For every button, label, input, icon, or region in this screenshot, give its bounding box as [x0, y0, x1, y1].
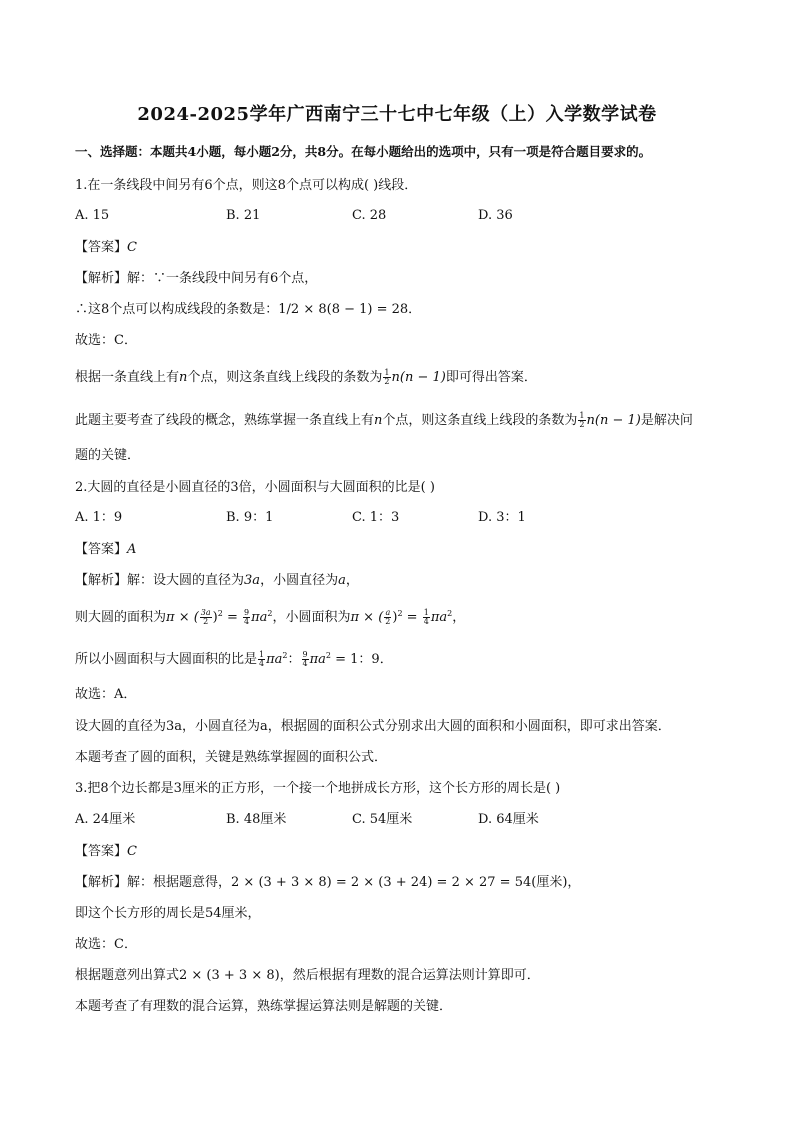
fraction-numerator: 1: [579, 411, 585, 420]
q2-option-a: A. 1：9: [75, 510, 123, 525]
fraction-denominator: 4: [244, 617, 250, 626]
answer-label: 【答案】: [75, 844, 128, 859]
math-expr: n(n − 1): [586, 413, 641, 428]
analysis-text: 解：根据题意得，2 × (3 + 3 × 8) = 2 × (3 + 24) = 2 × 27 = 54(厘米)，: [127, 875, 581, 890]
math-a: a: [338, 573, 346, 588]
exponent: 2: [282, 651, 288, 660]
fraction-denominator: 4: [302, 659, 308, 668]
text: ，小圆面积为: [272, 610, 351, 625]
math: =: [402, 610, 422, 625]
exponent: 2: [447, 609, 453, 618]
exponent: 2: [267, 609, 273, 618]
q1-option-b: B. 21: [226, 208, 261, 223]
fraction-numerator: a: [385, 608, 391, 617]
q1-option-a: A. 15: [75, 208, 110, 223]
q3-option-d: D. 64厘米: [478, 812, 539, 827]
q1-analysis-line-5: [75, 412, 693, 429]
q3-analysis-line-1: [75, 876, 580, 889]
q3-analysis-line-4: 根据题意列出算式2 × (3 + 3 × 8)，然后根据有理数的混合运算法则计算即可．: [75, 968, 540, 983]
answer-value: C: [127, 844, 137, 859]
fraction: [302, 651, 309, 668]
q1-analysis-line-6: 题的关键．: [75, 448, 141, 463]
math: =: [222, 610, 242, 625]
fraction-numerator: 1: [259, 650, 265, 659]
fraction-denominator: 2: [579, 420, 585, 429]
fraction: [243, 609, 250, 626]
q2-analysis-line-3: [75, 651, 393, 668]
fraction: [258, 651, 265, 668]
fraction: [384, 609, 391, 626]
fraction-numerator: 9: [302, 650, 308, 659]
q1-option-d: D. 36: [478, 208, 513, 223]
q2-option-d: D. 3：1: [478, 510, 526, 525]
question-3-stem: 3.把8个边长都是3厘米的正方形，一个接一个地拼成长方形，这个长方形的周长是( ): [75, 781, 561, 796]
exponent: 2: [397, 609, 403, 618]
page-title: 2024-2025学年广西南宁三十七中七年级（上）入学数学试卷: [137, 104, 657, 125]
text: 即可得出答案．: [445, 370, 537, 385]
fraction-denominator: 2: [384, 377, 390, 386]
math: πa: [266, 652, 283, 667]
fraction: [578, 412, 585, 429]
math: π × (: [166, 610, 199, 625]
question-2-stem: 2.大圆的直径是小圆直径的3倍，小圆面积与大圆面积的比是( ): [75, 480, 435, 495]
math: πa: [309, 652, 326, 667]
fraction-denominator: 2: [385, 617, 391, 626]
q3-analysis-line-5: 本题考查了有理数的混合运算，熟练掌握运算法则是解题的关键．: [75, 999, 453, 1014]
text: ，小圆直径为: [260, 573, 339, 588]
answer-label: 【答案】: [75, 542, 128, 557]
math: = 1：9．: [331, 652, 393, 667]
math-n: n: [374, 413, 383, 428]
fraction-denominator: 4: [259, 659, 265, 668]
q1-analysis-line-2: ∴这8个点可以构成线段的条数是：1/2 × 8(8 − 1) = 28．: [75, 302, 422, 317]
q1-analysis-line-1: [75, 272, 317, 285]
math: πa: [251, 610, 268, 625]
text: 是解决问: [640, 413, 693, 428]
q2-analysis-line-1: [75, 574, 359, 587]
q2-option-c: C. 1：3: [352, 510, 400, 525]
math: ): [392, 610, 398, 625]
analysis-label: 【解析】: [75, 271, 128, 286]
q1-answer: [75, 241, 137, 254]
fraction: [423, 609, 430, 626]
q3-option-c: C. 54厘米: [352, 812, 413, 827]
q3-option-a: A. 24厘米: [75, 812, 136, 827]
q2-analysis-line-4: 故选：A．: [75, 687, 137, 702]
text: 此题主要考查了线段的概念，熟练掌握一条直线上有: [75, 413, 375, 428]
q1-option-c: C. 28: [352, 208, 387, 223]
fraction-numerator: 3a: [200, 608, 211, 617]
text: 则大圆的面积为: [75, 610, 167, 625]
text: 根据一条直线上有: [75, 370, 180, 385]
text: 所以小圆面积与大圆面积的比是: [75, 652, 258, 667]
answer-value: A: [127, 542, 137, 557]
text: ，: [452, 610, 466, 625]
q2-analysis-line-5: 设大圆的直径为3a，小圆直径为a，根据圆的面积公式分别求出大圆的面积和小圆面积，即可求出答案．: [75, 719, 671, 734]
q3-option-b: B. 48厘米: [226, 812, 287, 827]
analysis-text: 解：∵一条线段中间另有6个点，: [127, 271, 318, 286]
analysis-label: 【解析】: [75, 573, 128, 588]
q3-analysis-line-3: 故选：C．: [75, 937, 137, 952]
answer-value: C: [127, 240, 137, 255]
text: ，: [345, 573, 359, 588]
analysis-label: 【解析】: [75, 875, 128, 890]
math: πa: [430, 610, 448, 625]
q2-analysis-line-6: 本题考查了圆的面积，关键是熟练掌握圆的面积公式．: [75, 750, 388, 765]
fraction: [200, 609, 212, 626]
text: 解：设大圆的直径为: [127, 573, 245, 588]
fraction-numerator: 1: [384, 368, 390, 377]
math: π × (: [350, 610, 384, 625]
math-3a: 3a: [244, 573, 261, 588]
q2-answer: [75, 543, 136, 556]
fraction-denominator: 4: [423, 617, 429, 626]
fraction-numerator: 9: [244, 608, 250, 617]
fraction-numerator: 1: [423, 608, 429, 617]
q2-option-b: B. 9：1: [226, 510, 274, 525]
q1-analysis-line-4: [75, 369, 537, 386]
math-expr: n(n − 1): [391, 370, 446, 385]
math-n: n: [179, 370, 188, 385]
fraction-denominator: 2: [203, 617, 209, 626]
text: 个点，则这条直线上线段的条数为: [187, 370, 383, 385]
q3-answer: [75, 845, 137, 858]
fraction: [383, 369, 390, 386]
q1-analysis-line-3: 故选：C．: [75, 333, 137, 348]
answer-label: 【答案】: [75, 240, 128, 255]
q3-analysis-line-2: 即这个长方形的周长是54厘米，: [75, 906, 261, 921]
q2-analysis-line-2: [75, 609, 465, 626]
exponent: 2: [217, 609, 223, 618]
exponent: 2: [325, 651, 331, 660]
math: ): [212, 610, 218, 625]
section-heading: 一、选择题：本题共4小题，每小题2分，共8分。在每小题给出的选项中，只有一项是符合题目要求的。: [75, 144, 652, 159]
question-1-stem: 1.在一条线段中间另有6个点，则这8个点可以构成( )线段．: [75, 178, 418, 193]
text: 个点，则这条直线上线段的条数为: [382, 413, 578, 428]
text: ：: [287, 652, 301, 667]
